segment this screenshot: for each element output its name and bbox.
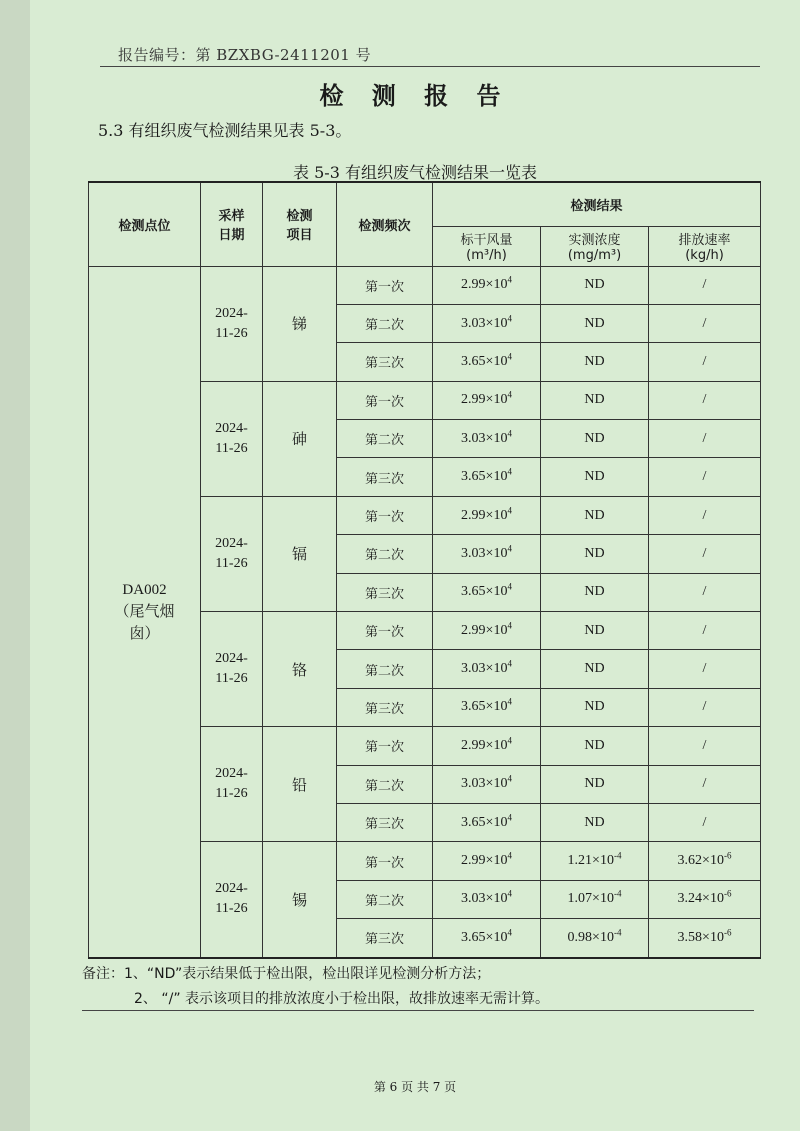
concentration-cell-value: ND: [584, 430, 605, 446]
emission-rate-cell-value: 3.62×10: [677, 853, 724, 869]
flow-rate-cell-value: 3.65×10: [461, 584, 508, 600]
emission-rate-cell-exponent: -6: [723, 888, 732, 899]
emission-rate-cell-value: /: [702, 814, 707, 830]
flow-rate-cell-exponent: 4: [507, 812, 512, 822]
concentration-cell-value: ND: [584, 776, 605, 792]
concentration-cell-value: ND: [584, 353, 605, 369]
monitoring-point-line: DA002: [122, 581, 167, 598]
emission-rate-cell-value: /: [702, 277, 707, 293]
emission-rate-cell: [649, 765, 761, 803]
emission-rate-cell-value: /: [702, 737, 707, 753]
monitoring-point-line: 囱）: [129, 625, 160, 642]
concentration-cell: [541, 612, 649, 650]
flow-rate-cell-value: 3.03×10: [461, 545, 508, 561]
header-concentration: 实测浓度 (mg/m³): [541, 226, 649, 266]
sampling-date-cell: [201, 381, 263, 496]
test-item-cell: 镉: [263, 496, 337, 611]
emission-rate-cell-value: 3.58×10: [677, 929, 724, 945]
concentration-cell-value: ND: [584, 277, 605, 293]
emission-rate-cell: [649, 304, 761, 342]
sampling-date-line: 2024-: [215, 651, 248, 667]
flow-rate-cell-exponent: 4: [507, 696, 512, 707]
flow-rate-cell: [433, 919, 541, 958]
flow-rate-cell: [433, 266, 541, 304]
sampling-date-line: 2024-: [215, 766, 248, 782]
frequency-cell: 第一次: [337, 842, 433, 880]
flow-rate-cell-exponent: 4: [507, 543, 512, 554]
header-frequency: 检测频次: [337, 182, 433, 266]
frequency-cell: 第二次: [337, 304, 433, 342]
sampling-date-line: 2024-: [215, 535, 248, 551]
frequency-cell: 第三次: [337, 458, 433, 496]
sampling-date-line: 11-26: [215, 440, 248, 456]
flow-rate-cell-exponent: 4: [507, 389, 512, 400]
test-item-cell: 铬: [263, 612, 337, 727]
emission-rate-cell-value: /: [702, 545, 707, 561]
sampling-date-line: 11-26: [215, 786, 248, 802]
flow-rate-cell-exponent: 4: [507, 927, 512, 938]
flow-rate-cell-value: 3.03×10: [461, 776, 508, 792]
emission-rate-cell: [649, 842, 761, 880]
flow-rate-cell-value: 3.03×10: [461, 661, 508, 677]
concentration-cell-exponent: -4: [613, 850, 622, 861]
emission-rate-cell: [649, 803, 761, 841]
emission-rate-cell-value: /: [702, 353, 707, 369]
concentration-cell: [541, 381, 649, 419]
sampling-date-line: 11-26: [215, 325, 248, 341]
emission-rate-cell-value: /: [702, 622, 707, 638]
sampling-date-cell: [201, 266, 263, 381]
flow-rate-cell-value: 3.03×10: [461, 430, 508, 446]
emission-rate-cell: [649, 727, 761, 765]
flow-rate-cell-value: 3.65×10: [461, 929, 508, 945]
header-results: 检测结果: [433, 182, 761, 226]
table-notes: [82, 962, 549, 1012]
report-number: 报告编号：第 BZXBG-2411201 号: [118, 46, 372, 64]
emission-rate-cell-exponent: -6: [723, 927, 732, 938]
flow-rate-cell: [433, 381, 541, 419]
emission-rate-cell: [649, 919, 761, 958]
flow-rate-cell: [433, 688, 541, 726]
flow-rate-cell: [433, 842, 541, 880]
concentration-cell: [541, 765, 649, 803]
frequency-cell: 第一次: [337, 381, 433, 419]
flow-rate-cell-value: 3.65×10: [461, 353, 508, 369]
concentration-cell-value: ND: [584, 507, 605, 523]
sampling-date-line: 2024-: [215, 305, 248, 321]
emission-rate-cell: [649, 420, 761, 458]
section-heading: 5.3 有组织废气检测结果见表 5-3。: [98, 121, 352, 140]
flow-rate-cell: [433, 343, 541, 381]
monitoring-point-cell: [89, 266, 201, 958]
flow-rate-cell-value: 3.03×10: [461, 891, 508, 907]
concentration-cell-value: 0.98×10: [567, 929, 614, 945]
flow-rate-cell-exponent: 4: [507, 428, 512, 439]
concentration-cell-exponent: -4: [613, 888, 622, 899]
emission-rate-cell: [649, 458, 761, 496]
emission-rate-cell: [649, 535, 761, 573]
flow-rate-cell-exponent: 4: [507, 466, 512, 477]
flow-rate-cell-exponent: 4: [507, 312, 512, 323]
report-page: [30, 0, 800, 1131]
header-emission-rate: 排放速率 (kg/h): [649, 226, 761, 266]
results-table: [88, 181, 761, 959]
flow-rate-cell: [433, 496, 541, 534]
note-2: 2、 “/” 表示该项目的排放浓度小于检出限，故排放速率无需计算。: [134, 991, 550, 1007]
header-flow: 标干风量 (m³/h): [433, 226, 541, 266]
concentration-cell-value: ND: [584, 584, 605, 600]
concentration-cell-value: ND: [584, 469, 605, 485]
sampling-date-line: 11-26: [215, 671, 248, 687]
emission-rate-cell-exponent: -6: [723, 850, 732, 861]
concentration-cell-value: ND: [584, 737, 605, 753]
emission-rate-cell: [649, 612, 761, 650]
emission-rate-cell: [649, 573, 761, 611]
flow-rate-cell-exponent: 4: [507, 888, 512, 899]
frequency-cell: 第三次: [337, 919, 433, 958]
concentration-cell-value: ND: [584, 315, 605, 331]
concentration-cell: [541, 458, 649, 496]
emission-rate-cell-value: /: [702, 392, 707, 408]
flow-rate-cell-value: 3.65×10: [461, 699, 508, 715]
frequency-cell: 第三次: [337, 343, 433, 381]
sampling-date-cell: [201, 842, 263, 958]
emission-rate-cell-value: /: [702, 661, 707, 677]
concentration-cell: [541, 420, 649, 458]
flow-rate-cell-exponent: 4: [507, 735, 512, 746]
footer-divider: [82, 1010, 754, 1011]
flow-rate-cell-exponent: 4: [507, 658, 512, 669]
frequency-cell: 第二次: [337, 880, 433, 918]
flow-rate-cell: [433, 880, 541, 918]
sampling-date-line: 11-26: [215, 901, 248, 917]
emission-rate-cell: [649, 496, 761, 534]
flow-rate-cell: [433, 803, 541, 841]
concentration-cell-value: ND: [584, 814, 605, 830]
flow-rate-cell: [433, 304, 541, 342]
concentration-cell-exponent: -4: [613, 927, 622, 938]
concentration-cell-value: 1.07×10: [567, 891, 614, 907]
test-item-cell: 锑: [263, 266, 337, 381]
table-row: [89, 266, 761, 304]
flow-rate-cell-exponent: 4: [507, 773, 512, 784]
emission-rate-cell-value: /: [702, 776, 707, 792]
concentration-cell: [541, 919, 649, 958]
flow-rate-cell: [433, 612, 541, 650]
frequency-cell: 第一次: [337, 496, 433, 534]
concentration-cell-value: ND: [584, 622, 605, 638]
flow-rate-cell: [433, 420, 541, 458]
document-title: 检 测 报 告: [319, 81, 511, 110]
concentration-cell: [541, 650, 649, 688]
flow-rate-cell-exponent: 4: [507, 850, 512, 861]
emission-rate-cell: [649, 880, 761, 918]
concentration-cell: [541, 803, 649, 841]
flow-rate-cell-exponent: 4: [507, 351, 512, 362]
concentration-cell: [541, 688, 649, 726]
frequency-cell: 第一次: [337, 727, 433, 765]
emission-rate-cell: [649, 343, 761, 381]
concentration-cell: [541, 727, 649, 765]
flow-rate-cell-value: 3.65×10: [461, 469, 508, 485]
emission-rate-cell-value: /: [702, 315, 707, 331]
frequency-cell: 第二次: [337, 765, 433, 803]
test-item-cell: 砷: [263, 381, 337, 496]
concentration-cell: [541, 304, 649, 342]
concentration-cell-value: ND: [584, 392, 605, 408]
flow-rate-cell: [433, 765, 541, 803]
concentration-cell: [541, 573, 649, 611]
concentration-cell: [541, 343, 649, 381]
flow-rate-cell-value: 2.99×10: [461, 853, 508, 869]
frequency-cell: 第三次: [337, 573, 433, 611]
frequency-cell: 第一次: [337, 612, 433, 650]
sampling-date-cell: [201, 496, 263, 611]
frequency-cell: 第二次: [337, 420, 433, 458]
flow-rate-cell-value: 2.99×10: [461, 392, 508, 408]
flow-rate-cell: [433, 458, 541, 496]
frequency-cell: 第三次: [337, 688, 433, 726]
header-date: 采样 日期: [201, 182, 263, 266]
emission-rate-cell: [649, 650, 761, 688]
monitoring-point-line: （尾气烟: [114, 603, 175, 620]
table-caption: 表 5-3 有组织废气检测结果一览表: [293, 163, 537, 182]
note-1: 备注：1、“ND”表示结果低于检出限，检出限详见检测分析方法；: [82, 966, 491, 982]
frequency-cell: 第二次: [337, 535, 433, 573]
test-item-cell: 铅: [263, 727, 337, 842]
emission-rate-cell-value: /: [702, 584, 707, 600]
concentration-cell: [541, 535, 649, 573]
concentration-cell-value: ND: [584, 545, 605, 561]
emission-rate-cell-value: /: [702, 469, 707, 485]
test-item-cell: 锡: [263, 842, 337, 958]
sampling-date-cell: [201, 727, 263, 842]
emission-rate-cell: [649, 381, 761, 419]
flow-rate-cell: [433, 727, 541, 765]
concentration-cell: [541, 842, 649, 880]
sampling-date-cell: [201, 612, 263, 727]
concentration-cell-value: ND: [584, 661, 605, 677]
emission-rate-cell-value: /: [702, 430, 707, 446]
header-point: 检测点位: [89, 182, 201, 266]
flow-rate-cell-value: 3.03×10: [461, 315, 508, 331]
concentration-cell-value: ND: [584, 699, 605, 715]
emission-rate-cell-value: /: [702, 699, 707, 715]
frequency-cell: 第一次: [337, 266, 433, 304]
frequency-cell: 第二次: [337, 650, 433, 688]
header-item: 检测 项目: [263, 182, 337, 266]
concentration-cell: [541, 496, 649, 534]
flow-rate-cell: [433, 535, 541, 573]
flow-rate-cell-exponent: 4: [507, 620, 512, 631]
page-number: 第 6 页 共 7 页: [373, 1080, 457, 1094]
frequency-cell: 第三次: [337, 803, 433, 841]
header-divider: [100, 66, 760, 67]
flow-rate-cell-exponent: 4: [507, 274, 512, 285]
flow-rate-cell-exponent: 4: [507, 581, 512, 592]
flow-rate-cell: [433, 573, 541, 611]
emission-rate-cell: [649, 688, 761, 726]
sampling-date-line: 2024-: [215, 881, 248, 897]
emission-rate-cell: [649, 266, 761, 304]
sampling-date-line: 11-26: [215, 555, 248, 571]
flow-rate-cell-exponent: 4: [507, 504, 512, 515]
emission-rate-cell-value: 3.24×10: [677, 891, 724, 907]
flow-rate-cell-value: 2.99×10: [461, 737, 508, 753]
concentration-cell: [541, 266, 649, 304]
flow-rate-cell: [433, 650, 541, 688]
flow-rate-cell-value: 3.65×10: [461, 814, 508, 830]
emission-rate-cell-value: /: [702, 507, 707, 523]
flow-rate-cell-value: 2.99×10: [461, 277, 508, 293]
flow-rate-cell-value: 2.99×10: [461, 622, 508, 638]
concentration-cell: [541, 880, 649, 918]
flow-rate-cell-value: 2.99×10: [461, 507, 508, 523]
concentration-cell-value: 1.21×10: [567, 853, 614, 869]
sampling-date-line: 2024-: [215, 420, 248, 436]
